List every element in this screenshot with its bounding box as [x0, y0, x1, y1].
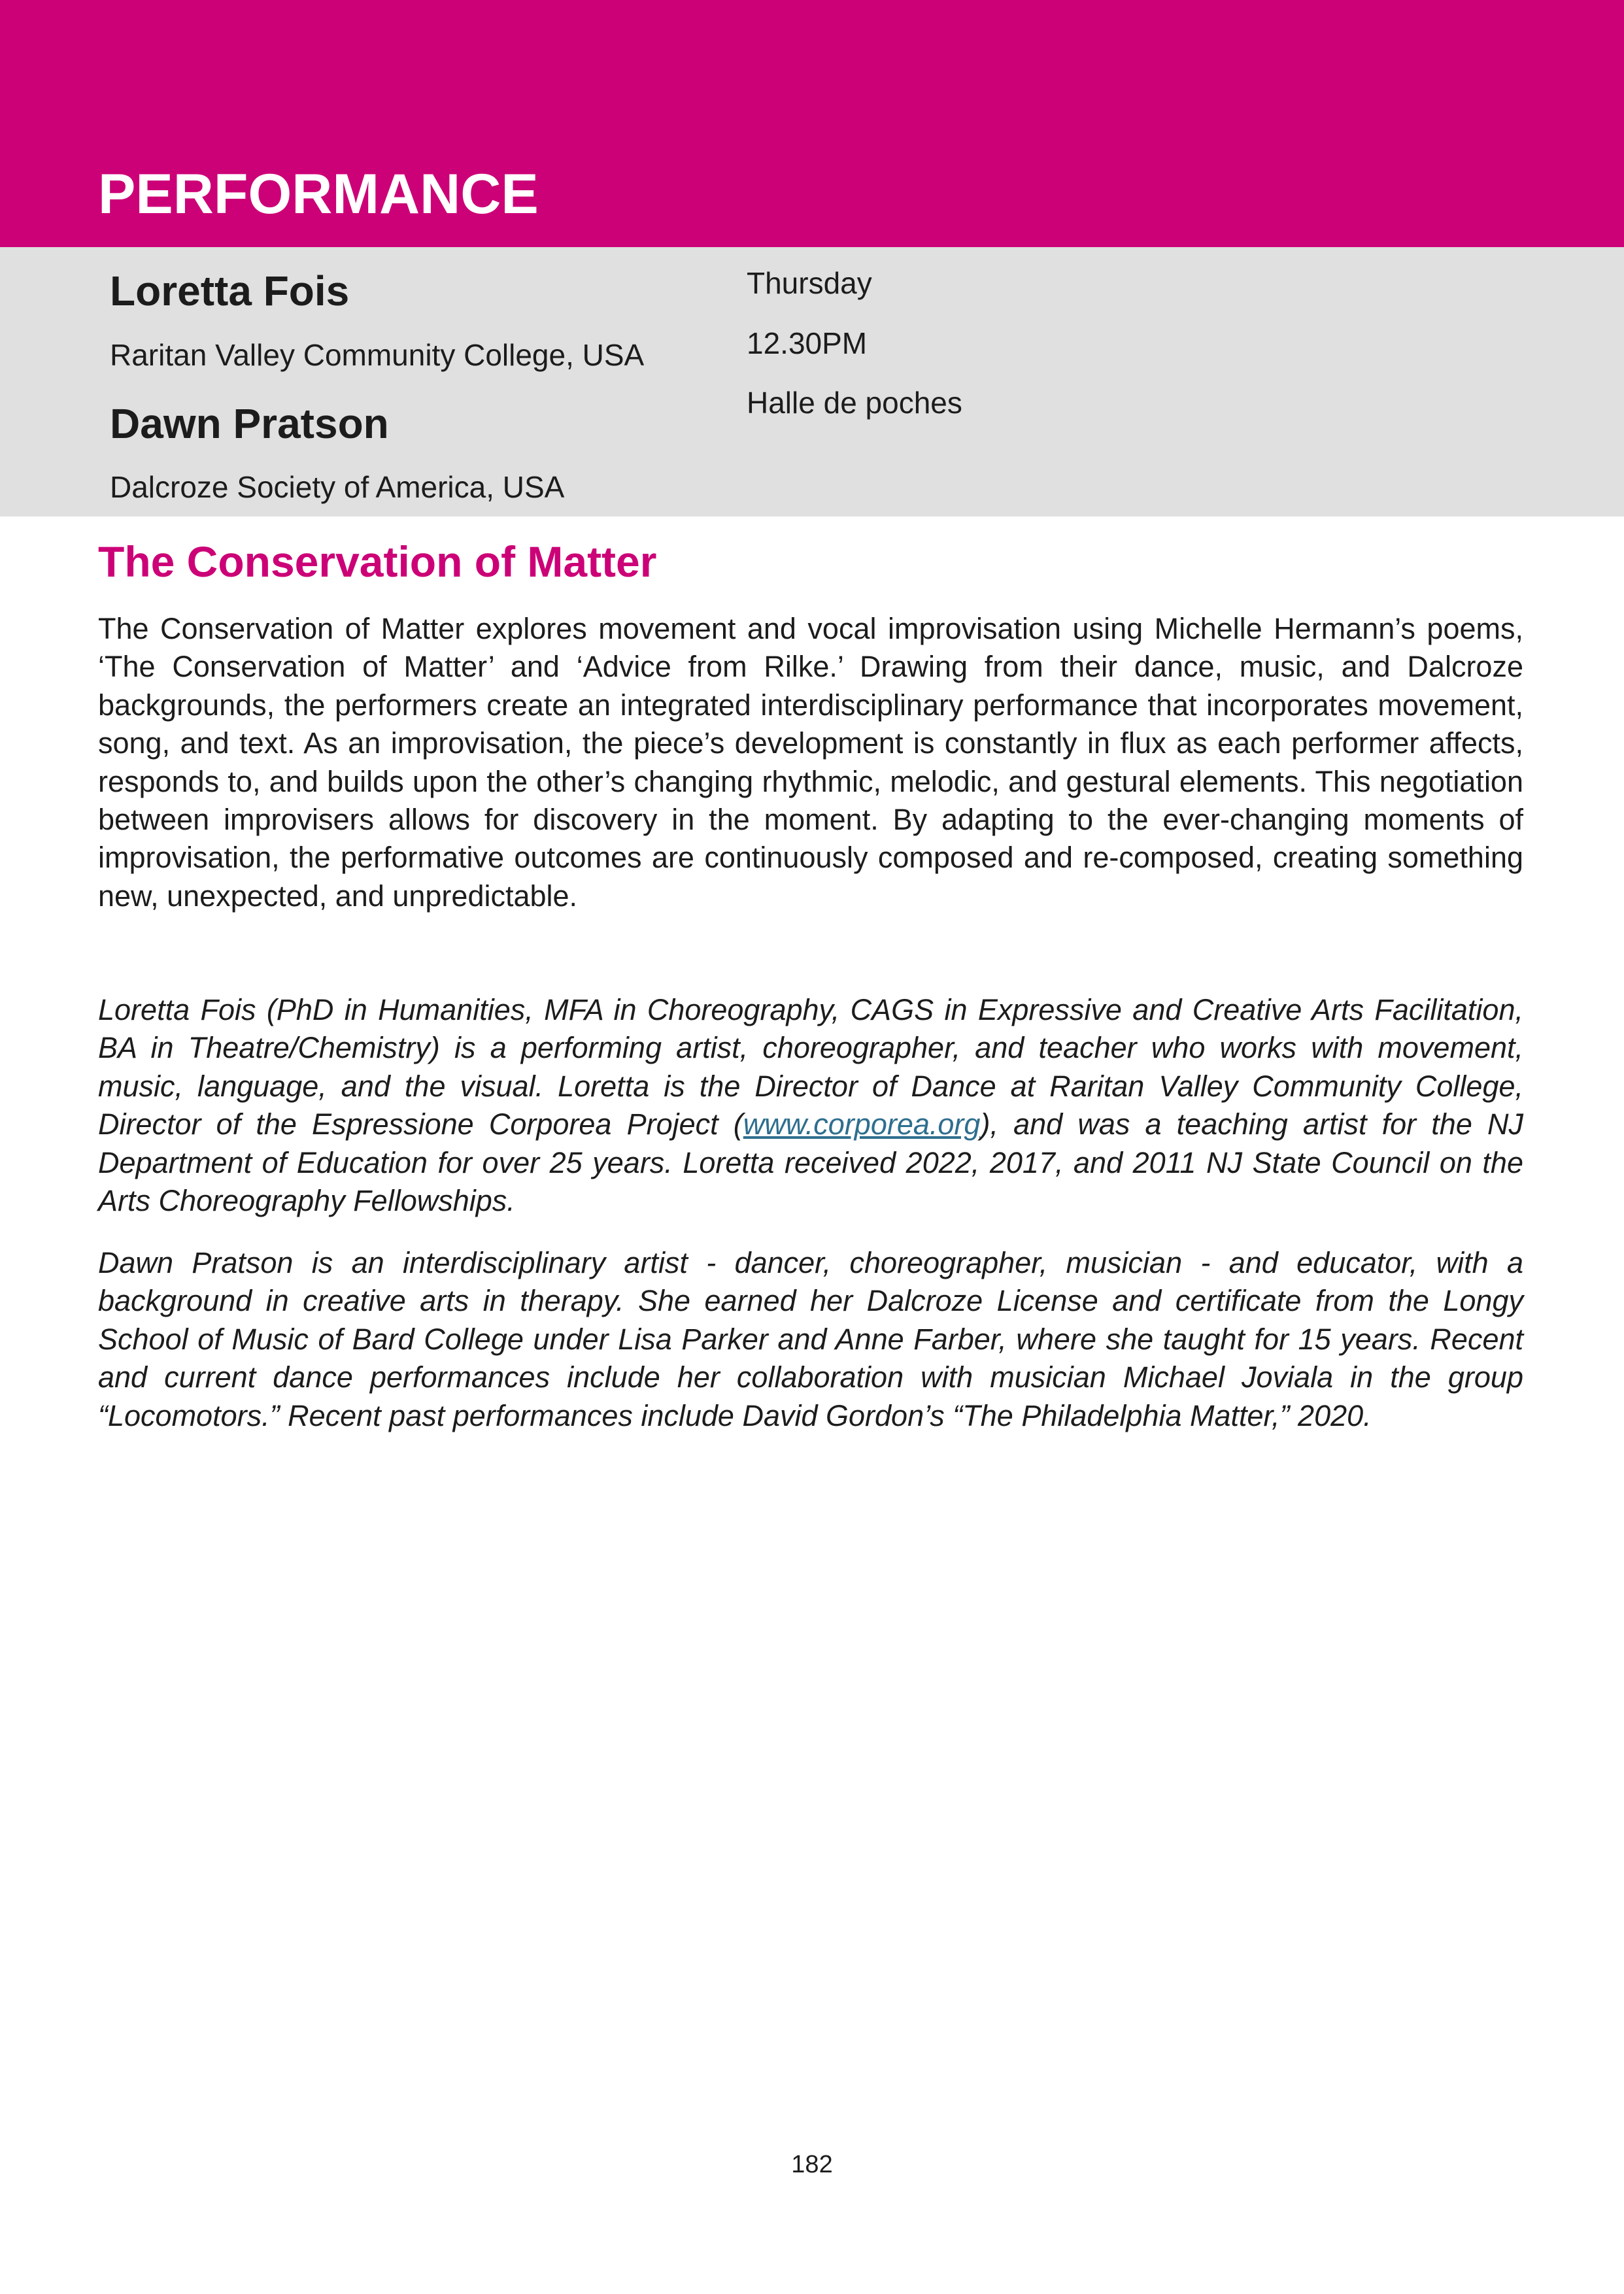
session-day: Thursday: [747, 266, 872, 300]
bio-loretta-fois: [98, 991, 1523, 1220]
presenter-name-1: Loretta Fois: [110, 267, 350, 314]
presenter-affiliation-1: Raritan Valley Community College, USA: [110, 338, 645, 372]
talk-title: The Conservation of Matter: [98, 537, 657, 586]
session-info-panel: [0, 247, 1624, 516]
bio-loretta-text-end: ), and was a teaching artist for the NJ Department of Education for over 25 years. Loretta received 2022, 2017, and 2011 NJ State Council on the Arts Choreography Fellowships.: [98, 1107, 1523, 1218]
bio-loretta-text-start: Loretta Fois (PhD in Humanities, MFA in Choreography, CAGS in Expressive and Creative Arts Facilitation, BA in Theatre/Chemistry) is a performing artist, choreographer, and teacher who works with movement, music, language, and the visual. Loretta is the Director of Dance at Raritan Valley Community College, Director of the Espressione Corporea Project (: [98, 993, 1523, 1141]
corporea-website-link[interactable]: www.corporea.org: [743, 1107, 981, 1141]
session-time: 12.30PM: [747, 326, 868, 360]
talk-abstract: The Conservation of Matter explores movement and vocal improvisation using Michelle Hermann’s poems, ‘The Conservation of Matter’ and ‘Advice from Rilke.’ Drawing from their dance, music, and Dalcroze backgrounds, the performers create an integrated interdisciplinary performance that incorporates movement, song, and text. As an improvisation, the piece’s development is constantly in flux as each performer affects, responds to, and builds upon the other’s changing rhythmic, melodic, and gestural elements. This negotiation between improvisers allows for discovery in the moment. By adapting to the ever-changing moments of improvisation, the performative outcomes are continuously composed and re-composed, creating something new, unexpected, and unpredictable.: [98, 612, 1523, 913]
session-venue: Halle de poches: [747, 386, 962, 420]
page-number: 182: [791, 2151, 833, 2178]
section-title: PERFORMANCE: [98, 163, 539, 226]
section-banner: [0, 0, 1624, 247]
presenter-name-2: Dawn Pratson: [110, 400, 389, 447]
presenter-affiliation-2: Dalcroze Society of America, USA: [110, 470, 565, 504]
bio-dawn-pratson: Dawn Pratson is an interdisciplinary artist - dancer, choreographer, musician - and educator, with a background in creative arts in therapy. She earned her Dalcroze License and certificate from the Longy School of Music of Bard College under Lisa Parker and Anne Farber, where she taught for 15 years. Recent and current dance performances include her collaboration with musician Michael Joviala in the group “Locomotors.” Recent past performances include David Gordon’s “The Philadelphia Matter,” 2020.: [98, 1246, 1523, 1432]
